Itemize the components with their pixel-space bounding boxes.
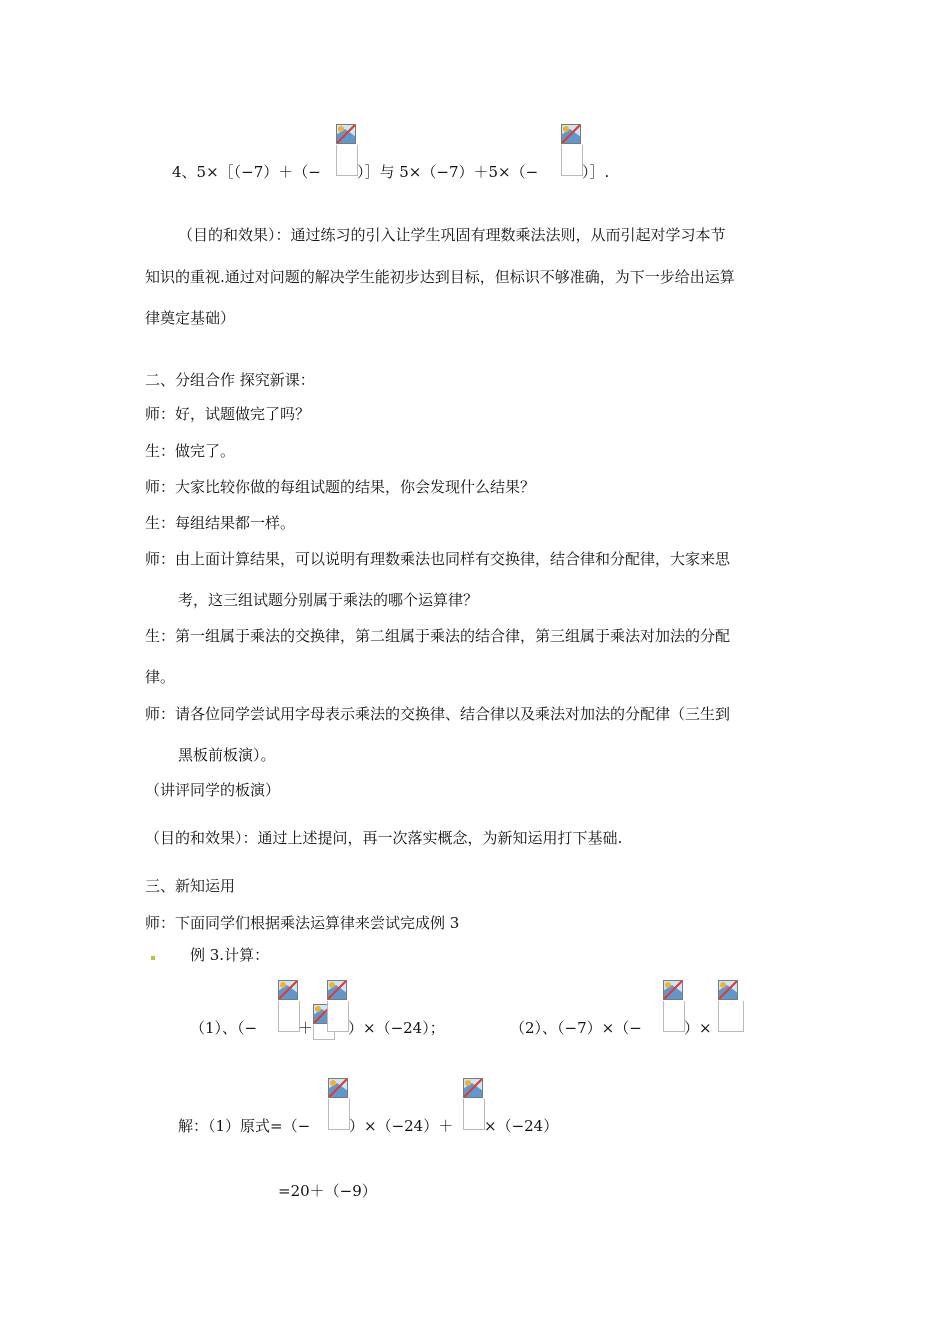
bullet-marker <box>151 956 155 960</box>
broken-image-icon <box>327 980 347 1000</box>
broken-image-icon <box>663 980 683 1000</box>
solution-part: 解：（1）原式=（− <box>178 1117 311 1135</box>
purpose-paragraph-line: （目的和效果）：通过练习的引入让学生巩固有理数乘法法则，从而引起对学习本节 <box>178 226 726 244</box>
broken-image-icon <box>336 124 356 144</box>
dialogue-line: 师：好，试题做完了吗？ <box>145 405 311 423</box>
broken-image-icon <box>278 980 298 1000</box>
example-1-part: ）×（−24）； <box>348 1019 445 1037</box>
problem-4-label: 4、5×［（−7）＋（− <box>172 163 321 181</box>
dialogue-line: 生：做完了。 <box>145 442 236 460</box>
dialogue-line: 师：请各位同学尝试用字母表示乘法的交换律、结合律以及乘法对加法的分配律（三生到 <box>145 705 731 723</box>
intro-line: 师：下面同学们根据乘法运算律来尝试完成例 3 <box>145 914 460 932</box>
dialogue-line: 律。 <box>145 668 176 686</box>
purpose-paragraph-line: 律奠定基础） <box>145 309 236 327</box>
dialogue-line: 考，这三组试题分别属于乘法的哪个运算律？ <box>178 591 479 609</box>
dialogue-line: 师：由上面计算结果，可以说明有理数乘法也同样有交换律，结合律和分配律，大家来思 <box>145 550 731 568</box>
broken-image-icon <box>718 980 738 1000</box>
dialogue-line: 师：大家比较你做的每组试题的结果，你会发现什么结果？ <box>145 478 536 496</box>
broken-image-icon <box>463 1078 483 1098</box>
dialogue-line: 黑板前板演）。 <box>178 746 276 764</box>
dialogue-line: （讲评同学的板演） <box>145 781 281 799</box>
example-2-part: ）× <box>684 1019 712 1037</box>
purpose-paragraph-line: 知识的重视.通过对问题的解决学生能初步达到目标，但标识不够准确，为下一步给出运算 <box>145 268 735 286</box>
dialogue-line: 生：每组结果都一样。 <box>145 514 296 532</box>
purpose-paragraph-line: （目的和效果）：通过上述提问，再一次落实概念，为新知运用打下基础. <box>145 829 623 847</box>
problem-4-end: ）］. <box>582 163 610 181</box>
example-1-part: （1）、（− <box>190 1019 258 1037</box>
solution-line-2: =20＋（−9） <box>278 1182 377 1200</box>
example-1-part: ＋ <box>298 1019 314 1037</box>
broken-image-icon <box>561 124 581 144</box>
solution-part: ）×（−24）＋ <box>349 1117 454 1135</box>
fraction-placeholder <box>718 980 744 1036</box>
section-heading: 三、新知运用 <box>145 877 236 895</box>
broken-image-icon <box>328 1078 348 1098</box>
example-2-part: （2）、（−7）×（− <box>510 1019 642 1037</box>
solution-part: ×（−24） <box>484 1117 559 1135</box>
problem-4-mid: ）］与 5×（−7）＋5×（− <box>357 163 539 181</box>
dialogue-line: 生：第一组属于乘法的交换律，第二组属于乘法的结合律，第三组属于乘法对加法的分配 <box>145 627 731 645</box>
example-title: 例 3.计算： <box>190 946 270 964</box>
section-heading: 二、分组合作 探究新课： <box>145 371 315 389</box>
